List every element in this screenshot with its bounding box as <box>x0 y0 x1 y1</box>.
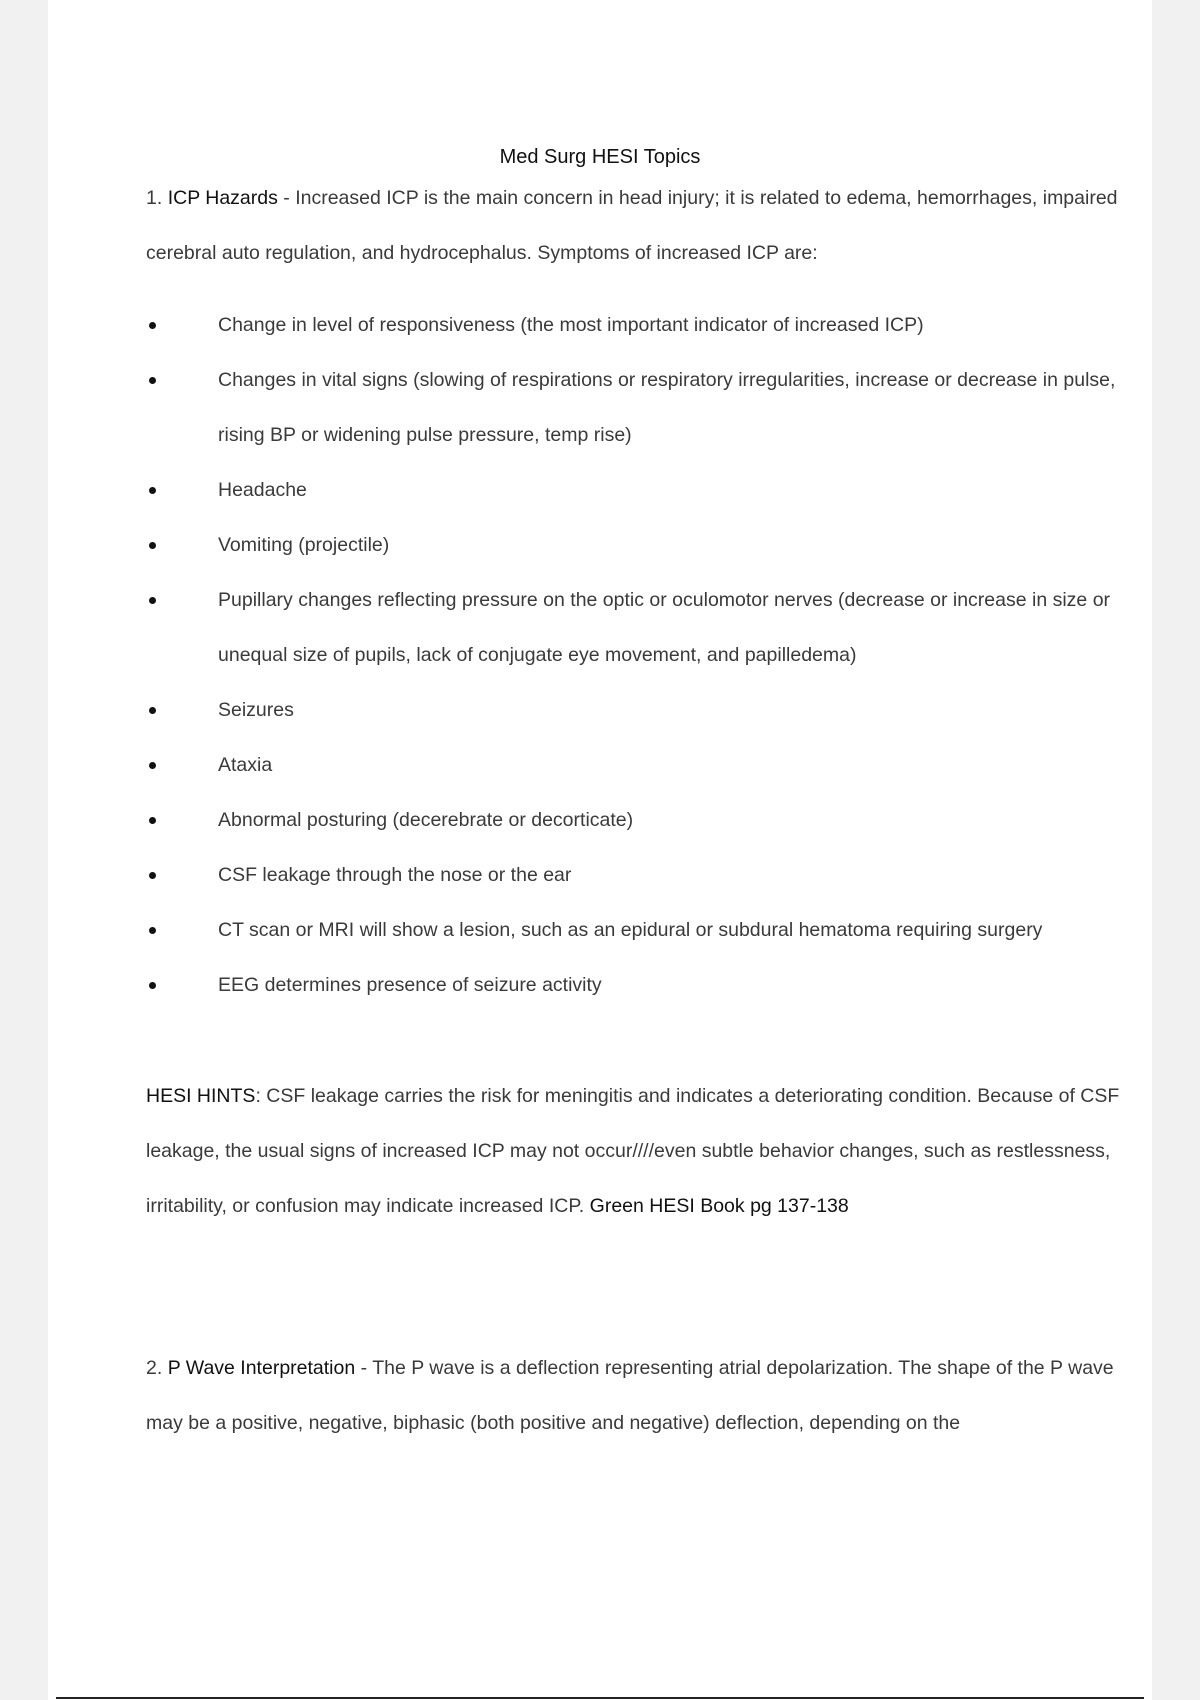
hesi-hints-paragraph <box>146 1069 1136 1234</box>
list-item: Pupillary changes reflecting pressure on the optic or oculomotor nerves (decrease or increase in size or unequal size of pupils, lack of conjugate eye movement, and papilledema) <box>146 573 1146 683</box>
document-title: Med Surg HESI Topics <box>499 146 701 168</box>
section-intro-text: - Increased ICP is the main concern in head injury; it is related to edema, hemorrhages, impaired cerebral auto regulation, and hydrocephalus. Symptoms of increased ICP are: <box>146 187 1118 264</box>
list-item: Seizures <box>146 683 1146 738</box>
bullet-icon <box>149 707 156 714</box>
bullet-icon <box>149 817 156 824</box>
bullet-icon <box>149 322 156 329</box>
section-icp-hazards-intro <box>146 171 1136 281</box>
book-reference: Green HESI Book pg 137-138 <box>589 1195 849 1217</box>
list-item: CSF leakage through the nose or the ear <box>146 848 1146 903</box>
bullet-icon <box>149 927 156 934</box>
list-item: CT scan or MRI will show a lesion, such as an epidural or subdural hematoma requiring surgery <box>146 903 1146 958</box>
section-p-wave-intro <box>146 1341 1136 1451</box>
section-heading-p-wave: P Wave Interpretation <box>167 1357 356 1379</box>
bullet-icon <box>149 377 156 384</box>
section-intro-text: - The P wave is a deflection representing atrial depolarization. The shape of the P wave may be a positive, negative, biphasic (both positive and negative) deflection, depending on the <box>146 1357 1114 1434</box>
bullet-icon <box>149 872 156 879</box>
section-number: 1. <box>146 187 163 209</box>
footer-rule <box>56 1697 1144 1699</box>
bullet-icon <box>149 542 156 549</box>
list-item: Changes in vital signs (slowing of respirations or respiratory irregularities, increase or decrease in pulse, rising BP or widening pulse pressure, temp rise) <box>146 353 1146 463</box>
section-number: 2. <box>146 1357 163 1379</box>
list-item: EEG determines presence of seizure activity <box>146 958 1146 1013</box>
list-item: Ataxia <box>146 738 1146 793</box>
bullet-icon <box>149 597 156 604</box>
list-item: Vomiting (projectile) <box>146 518 1146 573</box>
bullet-icon <box>149 982 156 989</box>
section-heading-icp-hazards: ICP Hazards <box>167 187 278 209</box>
hesi-hints-text: : CSF leakage carries the risk for meningitis and indicates a deteriorating condition. Because of CSF leakage, the usual signs of increased ICP may not occur////even subtle behavior changes, such as restlessness, irritability, or confusion may indicate increased ICP. <box>146 1085 1120 1217</box>
list-item: Abnormal posturing (decerebrate or decorticate) <box>146 793 1146 848</box>
document-page <box>48 0 1152 1700</box>
list-item: Headache <box>146 463 1146 518</box>
bullet-icon <box>149 762 156 769</box>
hesi-hints-label: HESI HINTS <box>146 1085 256 1107</box>
bullet-icon <box>149 487 156 494</box>
list-item: Change in level of responsiveness (the most important indicator of increased ICP) <box>146 298 1146 353</box>
icp-symptom-list <box>146 298 1146 1013</box>
